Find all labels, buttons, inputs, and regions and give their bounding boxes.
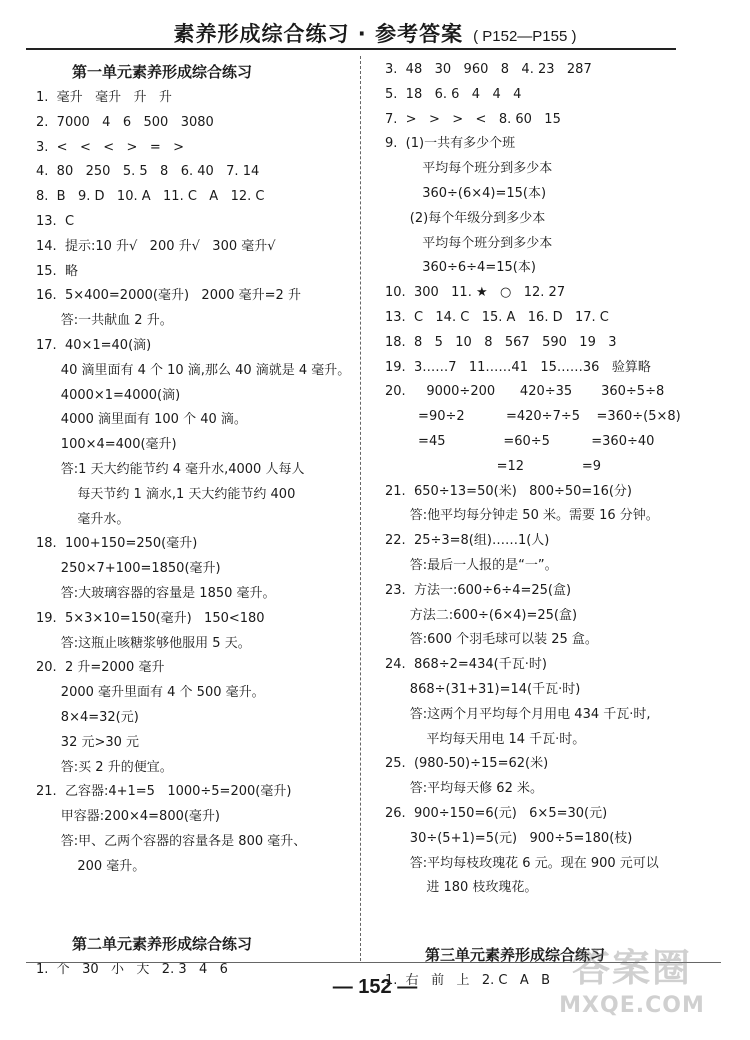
answer-line: 平均每天用电 14 千瓦·时。 — [385, 731, 586, 747]
answer-line: 30÷(5+1)=5(元) 900÷5=180(枝) — [385, 830, 633, 846]
answer-line: 5. 18 6. 6 4 4 4 — [385, 86, 522, 102]
answer-line: 17. 40×1=40(滴) — [36, 337, 152, 353]
unit1-answers — [36, 86, 356, 880]
answer-line: 8. B 9. D 10. A 11. C A 12. C — [36, 189, 265, 205]
answer-line: 答:买 2 升的便宜。 — [36, 759, 173, 775]
answer-line: 4000 滴里面有 100 个 40 滴。 — [36, 412, 247, 428]
answer-line: 2. 7000 4 6 500 3080 — [36, 114, 214, 130]
answer-line: 平均每个班分到多少本 — [385, 161, 553, 177]
answer-line: 19. 5×3×10=150(毫升) 150<180 — [36, 610, 265, 626]
answer-line: 4. 80 250 5. 5 8 6. 40 7. 14 — [36, 164, 260, 180]
answer-line: 14. 提示:10 升√ 200 升√ 300 毫升√ — [36, 238, 276, 254]
answer-line: 360÷(6×4)=15(本) — [385, 185, 547, 201]
answer-line: 20. 2 升=2000 毫升 — [36, 660, 165, 676]
unit2-answer-line: 1. 个 30 小 大 2. 3 4 6 — [36, 961, 228, 977]
page-header — [0, 18, 750, 48]
answer-line: 答:平均每枝玫瑰花 6 元。现在 900 元可以 — [385, 855, 659, 871]
answer-line: 答:600 个羽毛球可以装 25 盒。 — [385, 632, 598, 648]
unit1-title: 第一单元素养形成综合练习 — [72, 63, 253, 81]
watermark-text: 答案圈 — [571, 946, 692, 990]
answer-line: 2000 毫升里面有 4 个 500 毫升。 — [36, 685, 265, 701]
answer-line: 13. C — [36, 213, 75, 229]
right-column — [385, 58, 730, 994]
unit3-title: 第三单元素养形成综合练习 — [425, 946, 606, 965]
answer-line: 100×4=400(毫升) — [36, 437, 177, 453]
answer-line: 答:一共献血 2 升。 — [36, 313, 173, 329]
header-rule — [26, 48, 676, 50]
answer-line: 7. > > > < 8. 60 15 — [385, 111, 561, 127]
unit2-title: 第二单元素养形成综合练习 — [72, 934, 253, 953]
answer-line: 答:这瓶止咳糖浆够他服用 5 天。 — [36, 635, 251, 651]
answer-line: 26. 900÷150=6(元) 6×5=30(元) — [385, 805, 608, 821]
answer-line: 10. 300 11. ★ ○ 12. 27 — [385, 285, 566, 301]
answer-line: 3. 48 30 960 8 4. 23 287 — [385, 62, 592, 77]
answer-line: 答:1 天大约能节约 4 毫升水,4000 人每人 — [36, 461, 305, 477]
column-divider — [360, 56, 361, 961]
answer-line: 19. 3……7 11……41 15……36 验算略 — [385, 359, 651, 375]
answer-line: 9. (1)一共有多少个班 — [385, 136, 516, 152]
answer-line: 答:平均每天修 62 米。 — [385, 781, 543, 797]
answer-line: 13. C 14. C 15. A 16. D 17. C — [385, 309, 609, 325]
answer-line: 毫升水。 — [36, 511, 130, 527]
answer-line: 21. 650÷13=50(米) 800÷50=16(分) — [385, 483, 632, 499]
answer-line: 250×7+100=1850(毫升) — [36, 561, 221, 577]
answer-line: 20. 9000÷200 420÷35 360÷5÷8 — [385, 384, 665, 400]
answer-key-title: 素养形成综合练习 · 参考答案 — [173, 22, 464, 46]
answer-line: 4000×1=4000(滴) — [36, 387, 181, 403]
page-number: — 152 — — [332, 976, 418, 998]
answer-line: 答:甲、乙两个容器的容量各是 800 毫升、 — [36, 833, 307, 849]
answer-line: 22. 25÷3=8(组)……1(人) — [385, 533, 550, 549]
watermark-logo — [532, 944, 732, 1034]
answer-line: 868÷(31+31)=14(千瓦·时) — [385, 681, 581, 697]
answer-line: 15. 略 — [36, 263, 78, 279]
answer-line: 每天节约 1 滴水,1 天大约能节约 400 — [36, 486, 296, 502]
answer-line: 18. 100+150=250(毫升) — [36, 536, 198, 552]
answer-line: 16. 5×400=2000(毫升) 2000 毫升=2 升 — [36, 288, 301, 304]
answer-line: 答:他平均每分钟走 50 米。需要 16 分钟。 — [385, 508, 659, 524]
continued-answers — [385, 58, 730, 901]
answer-line: =90÷2 =420÷7÷5 =360÷(5×8) — [385, 409, 681, 425]
page-range: ( P152—P155 ) — [473, 28, 577, 45]
answer-line: 3. < < < > = > — [36, 139, 185, 155]
answer-line: 进 180 枝玫瑰花。 — [385, 880, 538, 896]
answer-line: 200 毫升。 — [36, 858, 146, 874]
answer-line: 32 元>30 元 — [36, 734, 140, 750]
watermark-url: MXQE.COM — [559, 993, 705, 1018]
answer-line: 1. 毫升 毫升 升 升 — [36, 90, 172, 105]
answer-line: 方法二:600÷(6×4)=25(盒) — [385, 607, 578, 623]
answer-line: 21. 乙容器:4+1=5 1000÷5=200(毫升) — [36, 784, 292, 800]
answer-line: 平均每个班分到多少本 — [385, 235, 553, 251]
answer-line: 18. 8 5 10 8 567 590 19 3 — [385, 334, 617, 350]
answer-line: 25. (980-50)÷15=62(米) — [385, 756, 549, 772]
answer-line: 答:这两个月平均每个月用电 434 千瓦·时, — [385, 706, 651, 722]
answer-line: 23. 方法一:600÷6÷4=25(盒) — [385, 582, 572, 598]
left-column — [36, 58, 356, 982]
unit3-answer-line: 1. 右 前 上 2. C A B — [385, 973, 551, 989]
answer-line: 360÷6÷4=15(本) — [385, 260, 536, 276]
answer-line: 8×4=32(元) — [36, 709, 139, 725]
answer-line: =45 =60÷5 =360÷40 — [385, 433, 655, 449]
answer-line: 答:最后一人报的是“一”。 — [385, 557, 558, 573]
answer-line: 甲容器:200×4=800(毫升) — [36, 809, 220, 825]
answer-line: (2)每个年级分到多少本 — [385, 210, 546, 226]
answer-line: =12 =9 — [385, 458, 602, 474]
answer-line: 24. 868÷2=434(千瓦·时) — [385, 657, 547, 673]
answer-line: 答:大玻璃容器的容量是 1850 毫升。 — [36, 585, 276, 601]
answer-line: 40 滴里面有 4 个 10 滴,那么 40 滴就是 4 毫升。 — [36, 362, 351, 378]
